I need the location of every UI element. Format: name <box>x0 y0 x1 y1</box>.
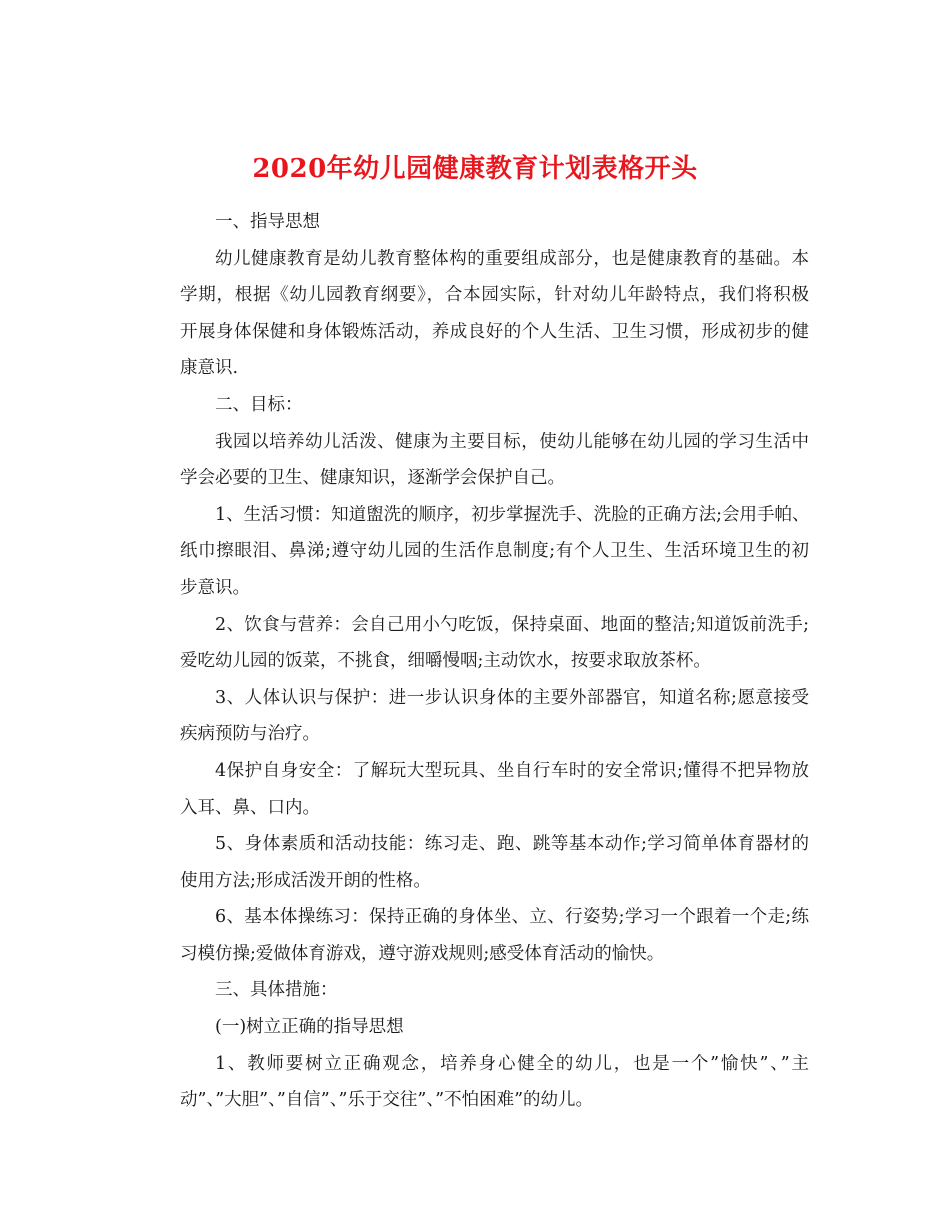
paragraph-line: 使用方法;形成活泼开朗的性格。 <box>180 870 431 891</box>
paragraph-line: 3、人体认识与保护：进一步认识身体的主要外部器官，知道名称;愿意接受 <box>215 687 809 708</box>
document-title: 2020年幼儿园健康教育计划表格开头 <box>252 154 698 185</box>
paragraph-line: 纸巾擦眼泪、鼻涕;遵守幼儿园的生活作息制度;有个人卫生、生活环境卫生的初 <box>180 541 809 562</box>
paragraph-line: 5、身体素质和活动技能：练习走、跑、跳等基本动作;学习简单体育器材的 <box>215 834 809 855</box>
paragraph <box>145 753 809 826</box>
paragraph <box>145 1046 809 1119</box>
paragraph-line: 疾病预防与治疗。 <box>180 724 320 745</box>
paragraph-line: 三、具体措施： <box>215 980 338 1001</box>
paragraph-line: 步意识。 <box>180 577 250 598</box>
paragraph-line: 康意识. <box>180 358 239 379</box>
paragraph <box>145 497 809 607</box>
paragraph-line: 开展身体保健和身体锻炼活动，养成良好的个人生活、卫生习惯，形成初步的健 <box>180 321 809 342</box>
paragraph-line: 动”、”大胆”、”自信”、”乐于交往”、”不怕困难”的幼儿。 <box>180 1090 594 1111</box>
paragraph-line: 入耳、鼻、口内。 <box>180 797 320 818</box>
paragraph <box>145 424 809 497</box>
paragraph-line: 我园以培养幼儿活泼、健康为主要目标，使幼儿能够在幼儿园的学习生活中 <box>215 431 809 452</box>
paragraph <box>145 972 809 1009</box>
paragraph-line: 1、生活习惯：知道盥洗的顺序，初步掌握洗手、洗脸的正确方法;会用手帕、 <box>215 504 810 525</box>
paragraph <box>145 680 809 753</box>
paragraph-line: 学期，根据《幼儿园教育纲要》，合本园实际，针对幼儿年龄特点，我们将积极 <box>180 285 809 306</box>
paragraph-line: 4保护自身安全：了解玩大型玩具、坐自行车时的安全常识;懂得不把异物放 <box>215 760 809 781</box>
paragraph <box>145 1009 809 1046</box>
paragraph-line: 6、基本体操练习：保持正确的身体坐、立、行姿势;学习一个跟着一个走;练 <box>215 907 809 928</box>
paragraph <box>145 204 809 241</box>
paragraph-line: (一)树立正确的指导思想 <box>215 1017 404 1038</box>
paragraph-line: 2、饮食与营养：会自己用小勺吃饭，保持桌面、地面的整洁;知道饭前洗手; <box>215 614 809 635</box>
paragraph <box>145 387 809 424</box>
paragraph-line: 一、指导思想 <box>215 212 320 232</box>
paragraph-line: 二、目标： <box>215 394 303 415</box>
paragraph <box>145 241 809 387</box>
document-body <box>145 204 809 1119</box>
paragraph <box>145 826 809 899</box>
paragraph-line: 1、教师要树立正确观念，培养身心健全的幼儿，也是一个”愉快”、”主 <box>215 1053 809 1074</box>
paragraph-line: 习模仿操;爱做体育游戏，遵守游戏规则;感受体育活动的愉快。 <box>180 943 665 964</box>
paragraph-line: 学会必要的卫生、健康知识，逐渐学会保护自己。 <box>180 468 565 489</box>
paragraph <box>145 607 809 680</box>
paragraph-line: 爱吃幼儿园的饭菜，不挑食，细嚼慢咽;主动饮水，按要求取放茶杯。 <box>180 651 711 672</box>
paragraph <box>145 899 809 972</box>
paragraph-line: 幼儿健康教育是幼儿教育整体构的重要组成部分，也是健康教育的基础。本 <box>215 248 809 269</box>
